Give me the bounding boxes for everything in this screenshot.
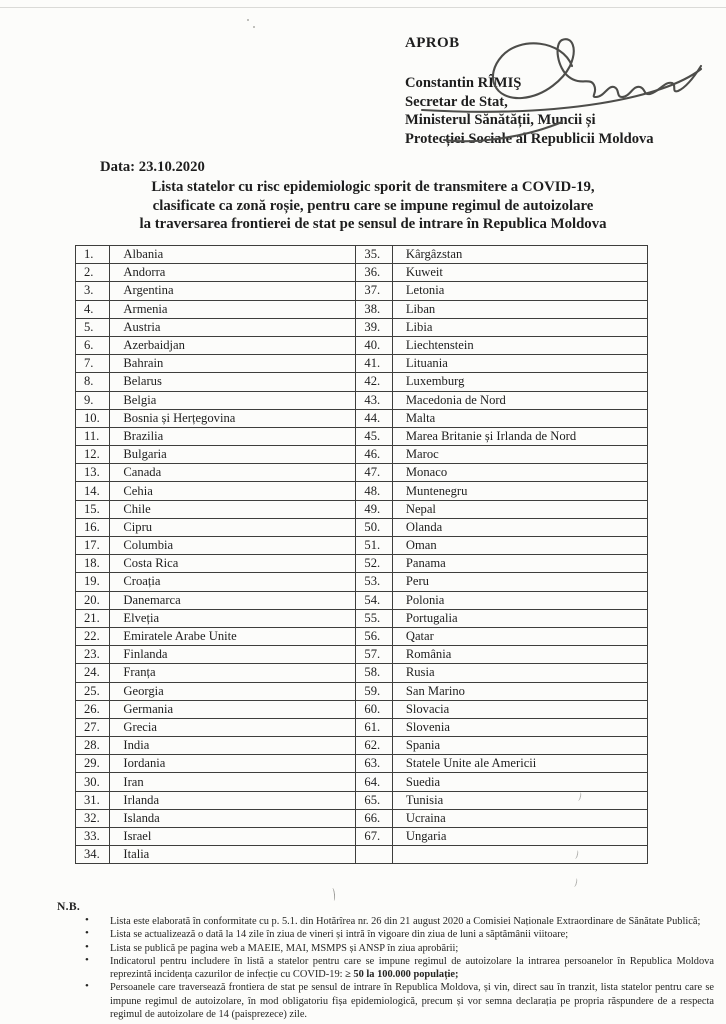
row-number-cell: 52. <box>356 555 392 573</box>
approver-role: Secretar de Stat, <box>405 93 508 110</box>
row-number-cell: 34. <box>76 846 110 864</box>
row-number-cell: 5. <box>76 318 110 336</box>
country-cell: Ungaria <box>392 828 647 846</box>
row-number-cell: 30. <box>76 773 110 791</box>
document-title <box>60 178 686 234</box>
country-cell: Andorra <box>110 264 356 282</box>
countries-table-body <box>76 246 648 864</box>
table-row <box>76 518 648 536</box>
country-cell: Costa Rica <box>110 555 356 573</box>
row-number-cell: 51. <box>356 537 392 555</box>
scan-artifact <box>253 26 255 28</box>
row-number-cell: 7. <box>76 355 110 373</box>
row-number-cell: 19. <box>76 573 110 591</box>
country-cell: Slovenia <box>392 718 647 736</box>
scan-edge-line <box>0 7 726 8</box>
row-number-cell: 33. <box>76 828 110 846</box>
row-number-cell: 43. <box>356 391 392 409</box>
row-number-cell: 6. <box>76 336 110 354</box>
country-cell: Polonia <box>392 591 647 609</box>
countries-table <box>75 245 648 864</box>
table-row <box>76 355 648 373</box>
row-number-cell: 48. <box>356 482 392 500</box>
table-row <box>76 537 648 555</box>
table-row <box>76 828 648 846</box>
row-number-cell: 41. <box>356 355 392 373</box>
row-number-cell <box>356 846 392 864</box>
row-number-cell: 64. <box>356 773 392 791</box>
table-row <box>76 737 648 755</box>
country-cell: Georgia <box>110 682 356 700</box>
row-number-cell: 36. <box>356 264 392 282</box>
country-cell: Macedonia de Nord <box>392 391 647 409</box>
table-row <box>76 609 648 627</box>
country-cell: San Marino <box>392 682 647 700</box>
table-row <box>76 300 648 318</box>
row-number-cell: 9. <box>76 391 110 409</box>
row-number-cell: 11. <box>76 427 110 445</box>
country-cell: Cipru <box>110 518 356 536</box>
note-text: Lista se actualizează o dată la 14 zile în ziua de vineri și intră în vigoare din ziua de luni a săptămânii viitoare; <box>110 929 569 941</box>
table-row <box>76 427 648 445</box>
approver-org-line2: Protecției Sociale al Republicii Moldova <box>405 131 654 148</box>
row-number-cell: 66. <box>356 809 392 827</box>
row-number-cell: 55. <box>356 609 392 627</box>
note-text: Lista se publică pe pagina web a MAEIE, MAI, MSMPS și ANSP în ziua aprobării; <box>110 942 459 954</box>
country-cell: Croația <box>110 573 356 591</box>
country-cell: Kuweit <box>392 264 647 282</box>
country-cell: Muntenegru <box>392 482 647 500</box>
row-number-cell: 57. <box>356 646 392 664</box>
country-cell: Bosnia și Herțegovina <box>110 409 356 427</box>
row-number-cell: 42. <box>356 373 392 391</box>
note-text: Lista este elaborată în conformitate cu p. 5.1. din Hotărîrea nr. 26 din 21 august 2020 a Comisiei Naționale Extraordinare de Sănătate Publică; <box>110 916 701 927</box>
table-row <box>76 391 648 409</box>
country-cell: Kârgâzstan <box>392 246 647 264</box>
row-number-cell: 3. <box>76 282 110 300</box>
title-line-2: clasificate ca zonă roșie, pentru care se impune regimul de autoizolare <box>152 197 594 214</box>
row-number-cell: 38. <box>356 300 392 318</box>
row-number-cell: 1. <box>76 246 110 264</box>
note-item <box>57 942 714 955</box>
table-row <box>76 446 648 464</box>
aprob-label: APROB <box>405 35 460 51</box>
row-number-cell: 56. <box>356 627 392 645</box>
scan-artifact <box>572 878 578 888</box>
row-number-cell: 67. <box>356 828 392 846</box>
table-row <box>76 773 648 791</box>
country-cell: Statele Unite ale Americii <box>392 755 647 773</box>
note-item <box>57 928 714 941</box>
nb-label: N.B. <box>57 900 81 913</box>
row-number-cell: 24. <box>76 664 110 682</box>
country-cell: Monaco <box>392 464 647 482</box>
country-cell: Emiratele Arabe Unite <box>110 627 356 645</box>
country-cell: Brazilia <box>110 427 356 445</box>
note-item <box>57 981 714 1021</box>
note-text: Persoanele care traversează frontiera de stat pe sensul de intrare în Republica Moldova, și vin, direct sau în tranzit, lista statelor pentru care se impune regimul de autoizolare, în mod obligatoriu fișa epidemiologică, precum și vor semna declarația pe propria răspundere de a respecta regimul de autoizolare de 14 (paisprezece) zile. <box>110 982 714 1021</box>
country-cell: Azerbaidjan <box>110 336 356 354</box>
table-row <box>76 482 648 500</box>
table-row <box>76 627 648 645</box>
row-number-cell: 15. <box>76 500 110 518</box>
row-number-cell: 10. <box>76 409 110 427</box>
country-cell: Liban <box>392 300 647 318</box>
row-number-cell: 61. <box>356 718 392 736</box>
table-row <box>76 464 648 482</box>
row-number-cell: 22. <box>76 627 110 645</box>
row-number-cell: 13. <box>76 464 110 482</box>
row-number-cell: 12. <box>76 446 110 464</box>
country-cell: Spania <box>392 737 647 755</box>
row-number-cell: 18. <box>76 555 110 573</box>
note-text: Indicatorul pentru includere în listă a statelor pentru care se impune regimul de autoizolare la intrarea persoanelor în Republica Moldova reprezintă incidența cazurilor de infecție cu COVID-19: <box>110 955 714 981</box>
row-number-cell: 26. <box>76 700 110 718</box>
country-cell: Israel <box>110 828 356 846</box>
row-number-cell: 46. <box>356 446 392 464</box>
table-row <box>76 791 648 809</box>
title-line-3: la traversarea frontierei de stat pe sensul de intrare în Republica Moldova <box>139 216 607 233</box>
country-cell: Tunisia <box>392 791 647 809</box>
row-number-cell: 53. <box>356 573 392 591</box>
row-number-cell: 45. <box>356 427 392 445</box>
table-row <box>76 682 648 700</box>
row-number-cell: 21. <box>76 609 110 627</box>
country-cell: Olanda <box>392 518 647 536</box>
country-cell: Belgia <box>110 391 356 409</box>
country-cell: Maroc <box>392 446 647 464</box>
row-number-cell: 4. <box>76 300 110 318</box>
country-cell: Portugalia <box>392 609 647 627</box>
note-text-bold: ≥ 50 la 100.000 populație; <box>345 969 459 981</box>
row-number-cell: 62. <box>356 737 392 755</box>
row-number-cell: 17. <box>76 537 110 555</box>
country-cell: Letonia <box>392 282 647 300</box>
country-cell: Elveția <box>110 609 356 627</box>
country-cell: Lituania <box>392 355 647 373</box>
country-cell: Albania <box>110 246 356 264</box>
row-number-cell: 20. <box>76 591 110 609</box>
country-cell: Germania <box>110 700 356 718</box>
country-cell: Islanda <box>110 809 356 827</box>
table-row <box>76 246 648 264</box>
table-row <box>76 409 648 427</box>
table-row <box>76 282 648 300</box>
title-line-1: Lista statelor cu risc epidemiologic sporit de transmitere a COVID-19, <box>151 179 595 195</box>
row-number-cell: 35. <box>356 246 392 264</box>
row-number-cell: 60. <box>356 700 392 718</box>
table-row <box>76 846 648 864</box>
row-number-cell: 8. <box>76 373 110 391</box>
country-cell: Danemarca <box>110 591 356 609</box>
country-cell: Nepal <box>392 500 647 518</box>
country-cell: Qatar <box>392 627 647 645</box>
country-cell: Belarus <box>110 373 356 391</box>
approver-org-line1: Ministerul Sănătății, Muncii și <box>405 112 596 129</box>
country-cell: România <box>392 646 647 664</box>
country-cell: Franța <box>110 664 356 682</box>
row-number-cell: 27. <box>76 718 110 736</box>
row-number-cell: 40. <box>356 336 392 354</box>
table-row <box>76 700 648 718</box>
country-cell: Liechtenstein <box>392 336 647 354</box>
note-item <box>57 915 714 928</box>
country-cell: Iordania <box>110 755 356 773</box>
row-number-cell: 32. <box>76 809 110 827</box>
country-cell: Libia <box>392 318 647 336</box>
table-row <box>76 664 648 682</box>
country-cell: Armenia <box>110 300 356 318</box>
country-cell: Austria <box>110 318 356 336</box>
country-cell: Ucraina <box>392 809 647 827</box>
table-row <box>76 264 648 282</box>
country-cell: Panama <box>392 555 647 573</box>
notes-list <box>57 915 714 1021</box>
country-cell: Luxemburg <box>392 373 647 391</box>
country-cell: Columbia <box>110 537 356 555</box>
row-number-cell: 23. <box>76 646 110 664</box>
row-number-cell: 16. <box>76 518 110 536</box>
country-cell: India <box>110 737 356 755</box>
table-row <box>76 555 648 573</box>
country-cell: Peru <box>392 573 647 591</box>
country-cell: Malta <box>392 409 647 427</box>
notes-section <box>57 900 714 1021</box>
row-number-cell: 63. <box>356 755 392 773</box>
row-number-cell: 47. <box>356 464 392 482</box>
country-cell: Canada <box>110 464 356 482</box>
country-cell: Rusia <box>392 664 647 682</box>
approver-name: Constantin RÎMIŞ <box>405 74 522 91</box>
country-cell: Slovacia <box>392 700 647 718</box>
row-number-cell: 54. <box>356 591 392 609</box>
country-cell: Suedia <box>392 773 647 791</box>
row-number-cell: 65. <box>356 791 392 809</box>
row-number-cell: 2. <box>76 264 110 282</box>
row-number-cell: 28. <box>76 737 110 755</box>
table-row <box>76 718 648 736</box>
row-number-cell: 58. <box>356 664 392 682</box>
table-row <box>76 591 648 609</box>
table-row <box>76 809 648 827</box>
table-row <box>76 755 648 773</box>
table-row <box>76 318 648 336</box>
row-number-cell: 31. <box>76 791 110 809</box>
country-cell: Grecia <box>110 718 356 736</box>
scan-artifact <box>247 19 249 21</box>
country-cell: Cehia <box>110 482 356 500</box>
country-cell: Marea Britanie și Irlanda de Nord <box>392 427 647 445</box>
table-row <box>76 646 648 664</box>
country-cell: Bulgaria <box>110 446 356 464</box>
approval-block <box>405 34 654 149</box>
date-line: Data: 23.10.2020 <box>100 159 205 175</box>
row-number-cell: 29. <box>76 755 110 773</box>
country-cell: Argentina <box>110 282 356 300</box>
country-cell: Italia <box>110 846 356 864</box>
country-cell: Chile <box>110 500 356 518</box>
country-cell <box>392 846 647 864</box>
row-number-cell: 39. <box>356 318 392 336</box>
row-number-cell: 50. <box>356 518 392 536</box>
table-row <box>76 573 648 591</box>
row-number-cell: 14. <box>76 482 110 500</box>
country-cell: Oman <box>392 537 647 555</box>
table-row <box>76 336 648 354</box>
table-row <box>76 373 648 391</box>
row-number-cell: 49. <box>356 500 392 518</box>
country-cell: Finlanda <box>110 646 356 664</box>
country-cell: Iran <box>110 773 356 791</box>
row-number-cell: 25. <box>76 682 110 700</box>
note-item <box>57 955 714 982</box>
row-number-cell: 59. <box>356 682 392 700</box>
row-number-cell: 44. <box>356 409 392 427</box>
country-cell: Bahrain <box>110 355 356 373</box>
country-cell: Irlanda <box>110 791 356 809</box>
row-number-cell: 37. <box>356 282 392 300</box>
table-row <box>76 500 648 518</box>
